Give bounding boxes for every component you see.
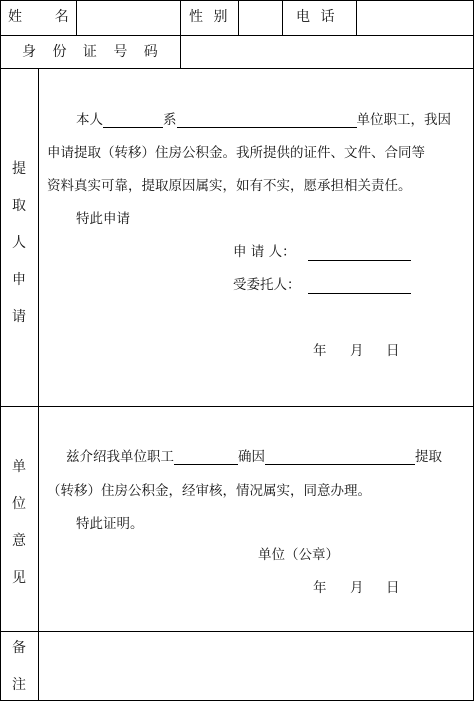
label-char: 意 — [12, 533, 26, 549]
delegate-signature-label: 受委托人： — [233, 277, 301, 293]
applicant-name-blank[interactable] — [103, 113, 163, 128]
unit-line-1 — [66, 449, 442, 465]
special-request-text: 特此申请 — [76, 211, 130, 227]
unit-date-year: 年 — [313, 580, 327, 596]
phone-field[interactable] — [357, 1, 473, 35]
gender-label: 性 别 — [189, 9, 231, 25]
label-char: 单 — [12, 459, 26, 475]
applicant-line-2: 申请提取（转移）住房公积金。我所提供的证件、文件、合同等 — [47, 145, 425, 161]
remarks-section-label — [8, 640, 30, 714]
label-char: 注 — [12, 677, 26, 693]
label-char: 取 — [12, 198, 26, 214]
label-char: 提 — [12, 161, 26, 177]
name-label: 姓 名 — [8, 9, 72, 25]
line-mid: 系 — [163, 112, 177, 128]
phone-label: 电 话 — [296, 9, 338, 25]
label-char: 位 — [12, 496, 26, 512]
unit-date-month: 月 — [350, 580, 364, 596]
line-mid: 确因 — [238, 449, 265, 465]
col-divider-label — [38, 68, 39, 701]
reason-blank[interactable] — [265, 450, 415, 465]
applicant-date-month: 月 — [350, 343, 364, 359]
gender-field[interactable] — [239, 1, 282, 35]
employee-name-blank[interactable] — [174, 450, 238, 465]
row-divider-id — [0, 68, 474, 69]
certify-text: 特此证明。 — [76, 516, 144, 532]
line-prefix: 本人 — [76, 112, 103, 128]
line-prefix: 兹介绍我单位职工 — [66, 449, 174, 465]
label-char: 见 — [12, 570, 26, 586]
id-number-field[interactable] — [181, 36, 473, 68]
col-divider-phone-label — [282, 0, 283, 35]
name-field[interactable] — [77, 1, 180, 35]
id-number-label: 身 份 证 号 码 — [22, 44, 164, 60]
line-suffix: 提取 — [415, 449, 442, 465]
applicant-date-day: 日 — [386, 343, 400, 359]
unit-line-2: （转移）住房公积金，经审核，情况属实，同意办理。 — [47, 483, 371, 499]
applicant-line-3: 资料真实可靠，提取原因属实，如有不实，愿承担相关责任。 — [47, 178, 412, 194]
label-char: 申 — [12, 272, 26, 288]
applicant-date-year: 年 — [313, 343, 327, 359]
label-char: 请 — [12, 309, 26, 325]
unit-date-day: 日 — [386, 580, 400, 596]
table-border-left — [0, 0, 1, 701]
delegate-signature-blank[interactable] — [308, 279, 411, 294]
label-char: 备 — [12, 640, 26, 656]
label-char: 人 — [12, 235, 26, 251]
remarks-field[interactable] — [39, 632, 473, 700]
applicant-signature-blank[interactable] — [308, 246, 411, 261]
applicant-line-1 — [76, 112, 451, 128]
line-suffix: 单位职工，我因 — [356, 112, 451, 128]
unit-opinion-section-label — [8, 459, 30, 607]
employer-blank[interactable] — [177, 113, 357, 128]
applicant-signature-label: 申 请 人： — [233, 244, 296, 260]
applicant-section-label — [8, 161, 30, 346]
row-divider-applicant — [0, 406, 474, 407]
unit-seal-label: 单位（公章） — [258, 547, 339, 563]
